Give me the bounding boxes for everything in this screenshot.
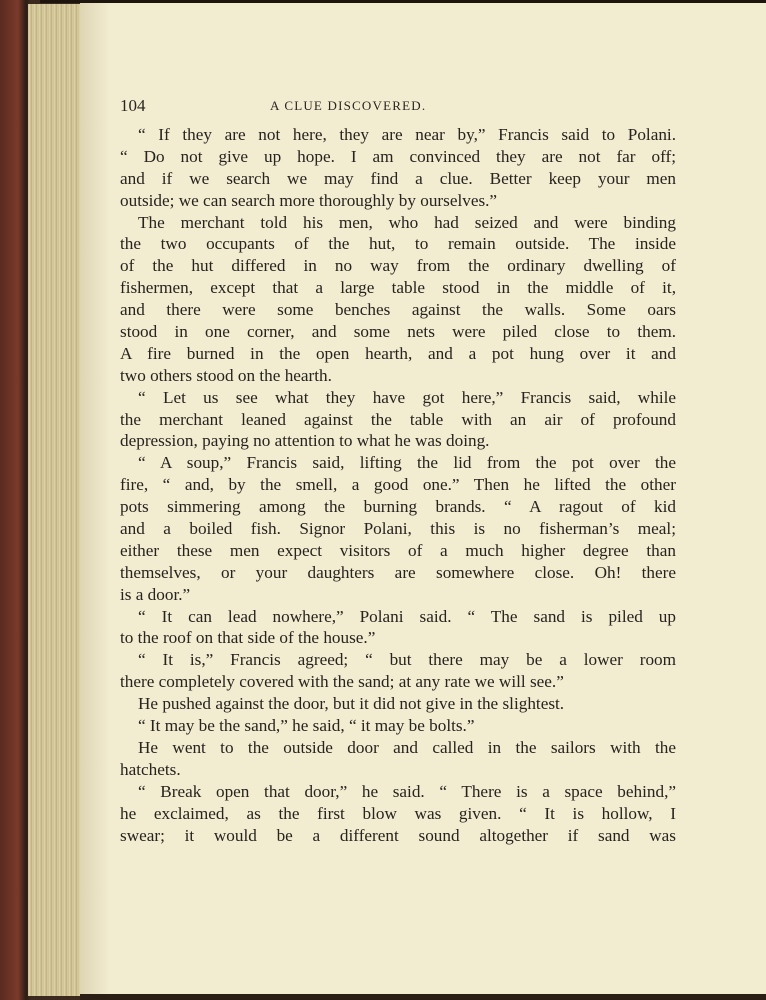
text-line: “ Break open that door,” he said. “ There is a space behind,” xyxy=(138,781,676,801)
text-line: and there were some benches against the walls. Some oars xyxy=(120,300,676,320)
text-line: and if we search we may find a clue. Better keep your men xyxy=(120,168,676,188)
page-number: 104 xyxy=(120,96,146,115)
text-line: “ A soup,” Francis said, lifting the lid from the pot over the xyxy=(138,453,676,473)
text-line: fishermen, except that a large table stood in the middle of it, xyxy=(120,278,676,298)
text-line: “ It may be the sand,” he said, “ it may be bolts.” xyxy=(138,716,475,736)
text-line: pots simmering among the burning brands. “ A ragout of kid xyxy=(120,497,676,517)
text-line: “ It can lead nowhere,” Polani said. “ The sand is piled up xyxy=(138,606,676,626)
text-line: of the hut differed in no way from the ordinary dwelling of xyxy=(120,256,676,276)
text-line: to the roof on that side of the house.” xyxy=(120,628,376,648)
text-line: the two occupants of the hut, to remain outside. The inside xyxy=(120,234,676,254)
text-line: is a door.” xyxy=(120,584,191,604)
text-line: he exclaimed, as the first blow was given. “ It is hollow, I xyxy=(120,803,676,823)
text-line: two others stood on the hearth. xyxy=(120,365,332,385)
text-line: He pushed against the door, but it did not give in the slightest. xyxy=(138,694,565,714)
text-line: either these men expect visitors of a much higher degree than xyxy=(120,540,676,560)
text-line: “ Do not give up hope. I am convinced they are not far off; xyxy=(120,146,676,166)
text-line: “ If they are not here, they are near by,” Francis said to Polani. xyxy=(138,125,676,144)
page-header xyxy=(120,96,676,120)
text-line: “ It is,” Francis agreed; “ but there may be a lower room xyxy=(138,650,676,670)
text-line: hatchets. xyxy=(120,759,181,779)
text-line: He went to the outside door and called in the sailors with the xyxy=(138,737,676,757)
text-line: stood in one corner, and some nets were piled close to them. xyxy=(120,322,676,342)
text-line: fire, “ and, by the smell, a good one.” Then he lifted the other xyxy=(120,475,676,495)
bottom-edge xyxy=(80,994,766,1000)
body-text xyxy=(120,124,676,846)
text-line: themselves, or your daughters are somewhere close. Oh! there xyxy=(120,562,676,582)
text-line: swear; it would be a different sound altogether if sand was xyxy=(120,825,676,845)
text-line: A fire burned in the open hearth, and a pot hung over it and xyxy=(120,343,676,363)
text-line: outside; we can search more thoroughly by ourselves.” xyxy=(120,190,498,210)
text-line: and a boiled fish. Signor Polani, this is no fisherman’s meal; xyxy=(120,519,676,539)
top-edge xyxy=(40,0,766,3)
text-line: there completely covered with the sand; at any rate we will see.” xyxy=(120,672,564,692)
text-line: “ Let us see what they have got here,” Francis said, while xyxy=(138,387,676,407)
running-head: A CLUE DISCOVERED. xyxy=(270,98,427,113)
text-line: The merchant told his men, who had seized and were binding xyxy=(138,212,676,232)
text-line: depression, paying no attention to what he was doing. xyxy=(120,431,490,451)
text-line: the merchant leaned against the table with an air of profound xyxy=(120,409,676,429)
